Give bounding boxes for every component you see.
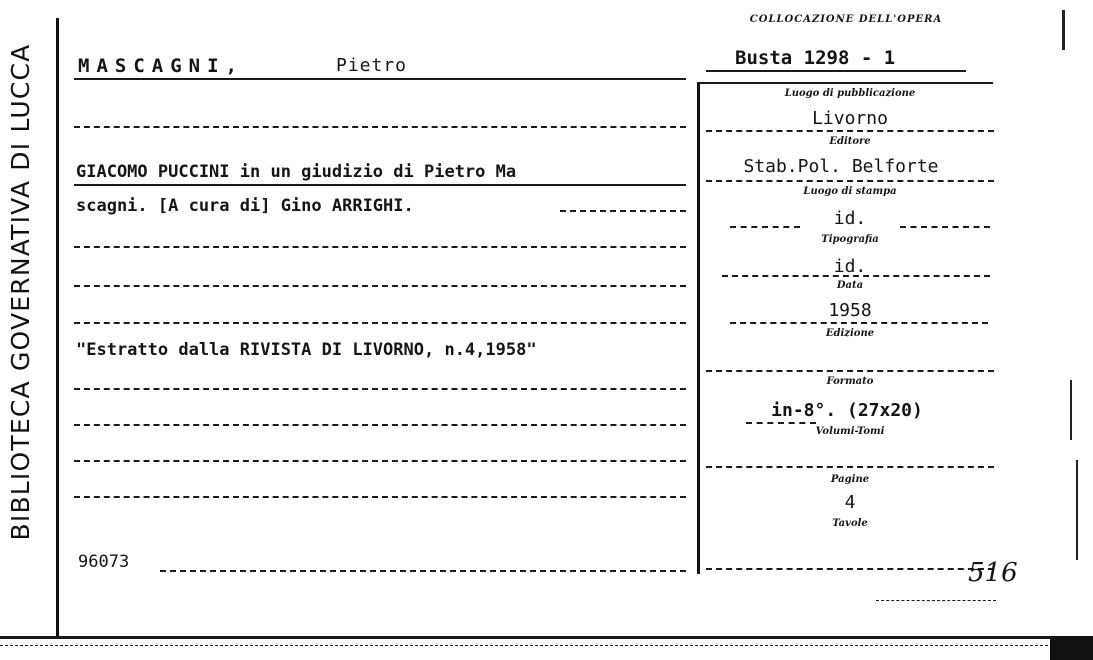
rule-line (900, 226, 990, 228)
field-label-format: Formato (826, 376, 874, 387)
handwritten-number: 516 (968, 558, 1018, 588)
field-value-printer: id. (833, 256, 867, 277)
bottom-edge-rule (0, 636, 1093, 639)
rule-line (722, 275, 990, 277)
field-label-date: Data (836, 280, 864, 291)
title-line-1-rule (74, 184, 686, 186)
shelfmark: Busta 1298 - 1 (735, 47, 896, 69)
scan-edge-mark (1070, 380, 1072, 440)
library-vertical-label: BIBLIOTECA GOVERNATIVA DI LUCCA (6, 43, 35, 541)
field-value-publisher: Stab.Pol. Belforte (743, 156, 939, 177)
title-line-1: GIACOMO PUCCINI in un giudizio di Pietro Ma (76, 162, 517, 182)
field-value-date: 1958 (828, 300, 872, 321)
rule-line (74, 460, 686, 462)
rule-line (706, 370, 994, 372)
rule-line (706, 130, 994, 132)
field-label-plates: Tavole (832, 518, 868, 529)
field-value-pages: 4 (844, 492, 856, 513)
rule-line (74, 285, 686, 287)
field-value-format: in-8°. (27x20) (771, 400, 923, 421)
field-label-place-of-publication: Luogo di pubblicazione (784, 88, 916, 99)
field-label-pages: Pagine (830, 474, 870, 485)
box-top-rule (697, 82, 993, 84)
rule-line (746, 422, 816, 424)
field-label-publisher: Editore (829, 136, 871, 147)
field-label-volumes: Volumi-Tomi (815, 426, 885, 437)
rule-line (160, 570, 686, 572)
title-line-2: scagni. [A cura di] Gino ARRIGHI. (76, 196, 414, 216)
rule-line (74, 388, 686, 390)
author-underline (74, 78, 686, 80)
author-surname: MASCAGNI, (78, 55, 244, 77)
bottom-edge-rule (0, 645, 1093, 646)
field-value-place-of-printing: id. (833, 208, 867, 229)
rule-line (560, 210, 686, 212)
rule-line (730, 322, 988, 324)
scan-corner-mark (1050, 636, 1093, 660)
rule-line (876, 600, 996, 601)
field-label-place-of-printing: Luogo di stampa (803, 186, 897, 197)
rule-line (706, 568, 994, 570)
shelfmark-rule (706, 70, 966, 72)
extract-note: "Estratto dalla RIVISTA DI LIVORNO, n.4,1958" (76, 340, 537, 360)
rule-line (706, 466, 994, 468)
rule-line (74, 126, 686, 128)
rule-line (706, 180, 994, 182)
inventory-number: 96073 (78, 552, 130, 572)
rule-line (74, 496, 686, 498)
left-margin-rule (56, 18, 59, 636)
box-left-rule (697, 82, 700, 574)
rule-line (74, 322, 686, 324)
rule-line (74, 246, 686, 248)
collocation-header: COLLOCAZIONE DELL'OPERA (749, 14, 943, 25)
rule-line (730, 226, 800, 228)
rule-line (74, 424, 686, 426)
field-label-printer: Tipografia (821, 234, 879, 245)
field-value-place-of-publication: Livorno (812, 108, 888, 129)
scan-edge-mark (1076, 460, 1078, 560)
field-label-edition: Edizione (825, 328, 875, 339)
scan-edge-mark (1062, 10, 1065, 50)
author-given-name: Pietro (336, 55, 408, 76)
